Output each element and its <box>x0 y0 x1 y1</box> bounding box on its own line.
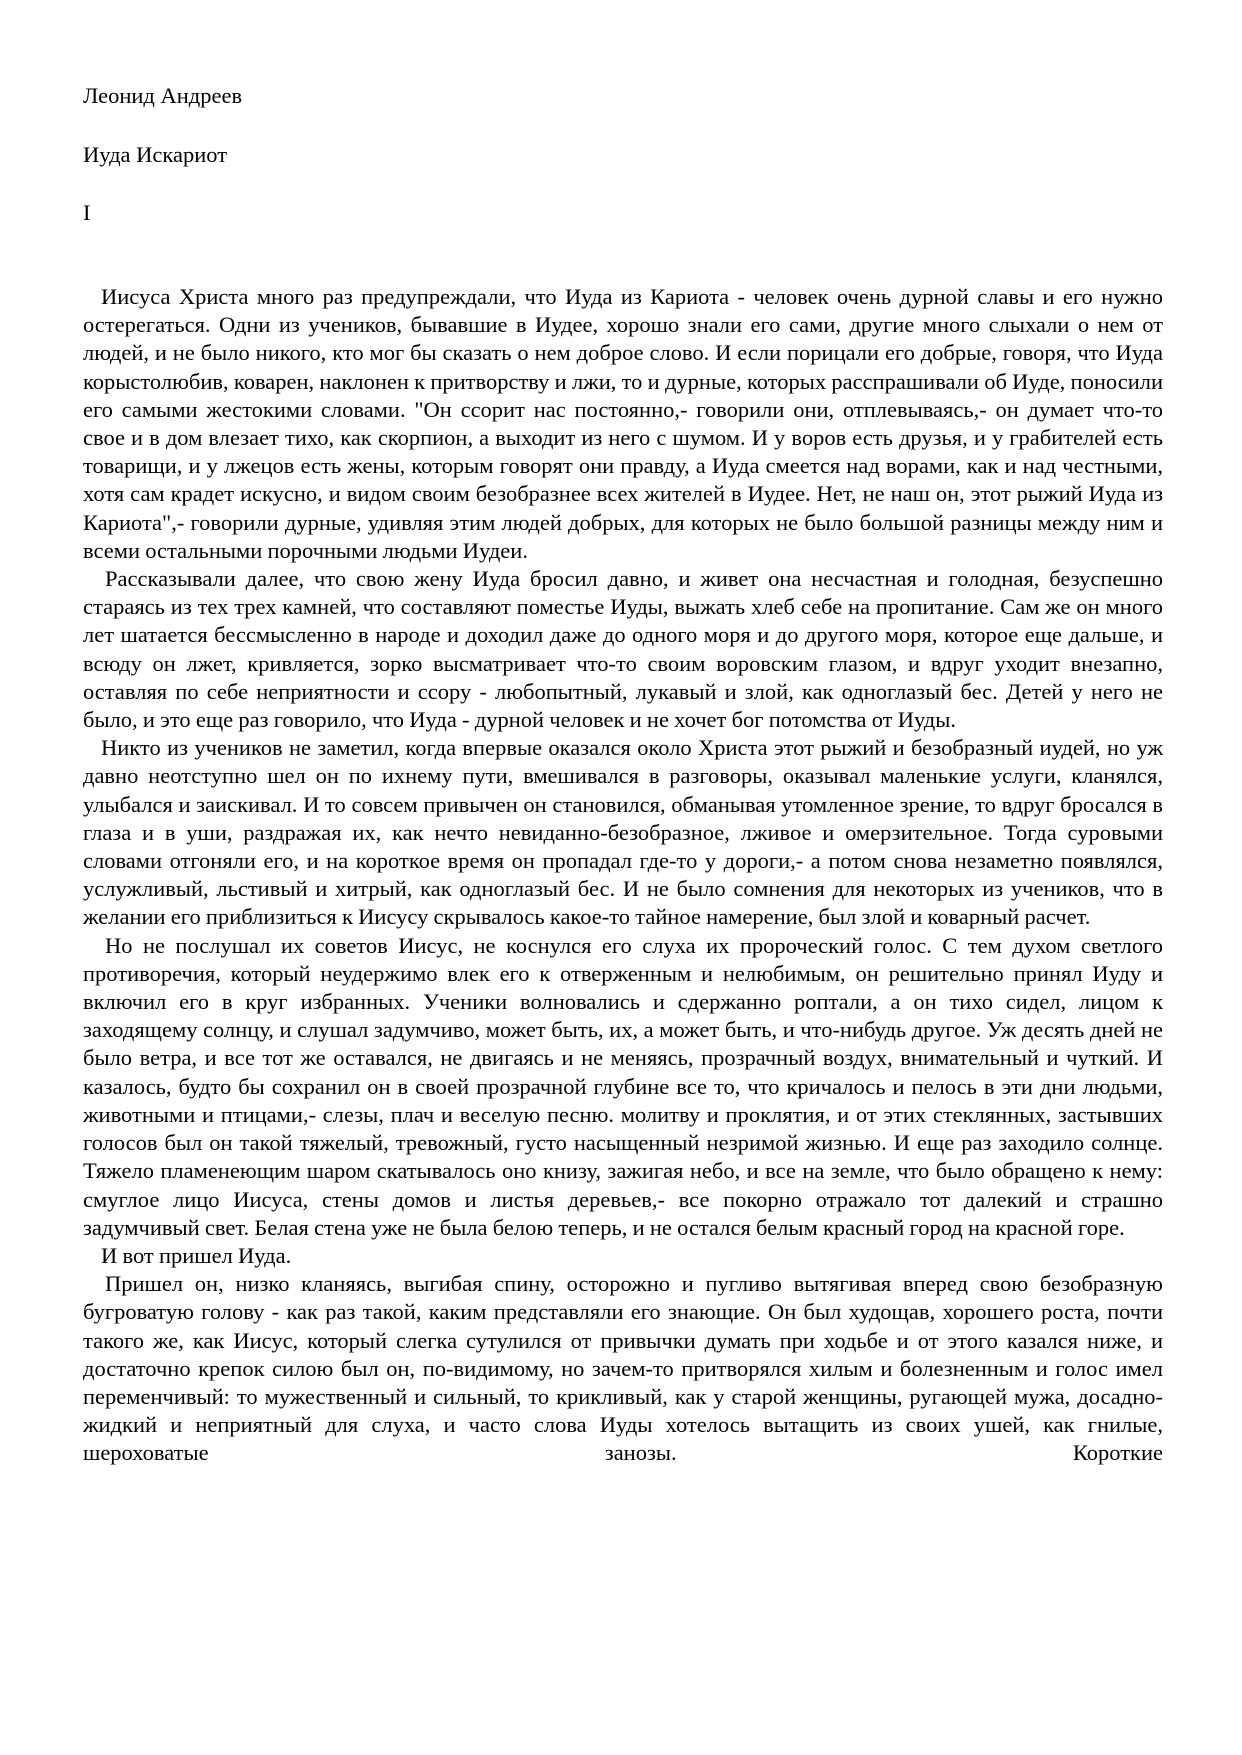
paragraph: Иисуса Христа много раз предупреждали, что Иуда из Кариота - человек очень дурной славы и его нужно остерегаться. Одни из учеников, бывавшие в Иудее, хорошо знали его сами, другие много слыхали о нем от людей, и не было никого, кто мог бы сказать о нем доброе слово. И если порицали его добрые, говоря, что Иуда корыстолюбив, коварен, наклонен к притворству и лжи, то и дурные, которых расспрашивали об Иуде, поносили его самыми жестокими словами. "Он ссорит нас постоянно,- говорили они, отплевываясь,- он думает что-то свое и в дом влезает тихо, как скорпион, а выходит из него с шумом. И у воров есть друзья, и у грабителей есть товарищи, и у лжецов есть жены, которым говорят они правду, а Иуда смеется над ворами, как и над честными, хотя сам крадет искусно, и видом своим безобразнее всех жителей в Иудее. Нет, не наш он, этот рыжий Иуда из Кариота",- говорили дурные, удивляя этим людей добрых, для которых не было большой разницы между ним и всеми остальными порочными людьми Иудеи. <box>83 284 1163 563</box>
body-text <box>83 283 1163 1468</box>
paragraph: И вот пришел Иуда. <box>101 1242 292 1268</box>
paragraph: Но не послушал их советов Иисус, не коснулся его слуха их пророческий голос. С тем духом светлого противоречия, который неудержимо влек его к отверженным и нелюбимым, он решительно принял Иуду и включил его в круг избранных. Ученики волновались и сдержанно роптали, а он тихо сидел, лицом к заходящему солнцу, и слушал задумчиво, может быть, их, а может быть, и что-нибудь другое. Уж десять дней не было ветра, и все тот же оставался, не двигаясь и не меняясь, прозрачный воздух, внимательный и чуткий. И казалось, будто бы сохранил он в своей прозрачной глубине все то, что кричалось и пелось в эти дни людьми, животными и птицами,- слезы, плач и веселую песню. молитву и проклятия, и от этих стеклянных, застывших голосов был он такой тяжелый, тревожный, густо насыщенный незримой жизнью. И еще раз заходило солнце. Тяжело пламенеющим шаром скатывалось оно книзу, зажигая небо, и все на земле, что было обращено к нему: смуглое лицо Иисуса, стены домов и листья деревьев,- все покорно отражало тот далекий и страшно задумчивый свет. Белая стена уже не была белою теперь, и не остался белым красный город на красной горе. <box>83 932 1163 1240</box>
paragraph: Пришел он, низко кланяясь, выгибая спину, осторожно и пугливо вытягивая вперед свою безобразную бугроватую голову - как раз такой, каким представляли его знающие. Он был худощав, хорошего роста, почти такого же, как Иисус, который слегка сутулился от привычки думать при ходьбе и от этого казался ниже, и достаточно крепок силою был он, по-видимому, но зачем-то притворялся хилым и болезненным и голос имел переменчивый: то мужественный и сильный, то крикливый, как у старой женщины, ругающей мужа, досадно-жидкий и неприятный для слуха, и часто слова Иуды хотелось вытащить из своих ушей, как гнилые, шероховатые занозы. Короткие <box>83 1271 1163 1466</box>
book-title: Иуда Искариот <box>83 142 228 167</box>
author-name: Леонид Андреев <box>83 83 243 108</box>
paragraph: Рассказывали далее, что свою жену Иуда бросил давно, и живет она несчастная и голодная, безуспешно стараясь из тех трех камней, что составляют поместье Иуды, выжать хлеб себе на пропитание. Сам же он много лет шатается бессмысленно в народе и доходил даже до одного моря и до другого моря, которое еще дальше, и всюду он лжет, кривляется, зорко высматривает что-то своим воровским глазом, и вдруг уходит внезапно, оставляя по себе неприятности и ссору - любопытный, лукавый и злой, как одноглазый бес. Детей у него не было, и это еще раз говорило, что Иуда - дурной человек и не хочет бог потомства от Иуды. <box>83 566 1163 733</box>
paragraph: Никто из учеников не заметил, когда впервые оказался около Христа этот рыжий и безобразный иудей, но уж давно неотступно шел он по ихнему пути, вмешивался в разговоры, оказывал маленькие услуги, кланялся, улыбался и заискивал. И то совсем привычен он становился, обманывая утомленное зрение, то вдруг бросался в глаза и в уши, раздражая их, как нечто невиданно-безобразное, лживое и омерзительное. Тогда суровыми словами отгоняли его, и на короткое время он пропадал где-то у дороги,- а потом снова незаметно появлялся, услужливый, льстивый и хитрый, как одноглазый бес. И не было сомнения для некоторых из учеников, что в желании его приблизиться к Иисусу скрывалось какое-то тайное намерение, был злой и коварный расчет. <box>83 735 1163 930</box>
chapter-number: I <box>83 200 91 225</box>
